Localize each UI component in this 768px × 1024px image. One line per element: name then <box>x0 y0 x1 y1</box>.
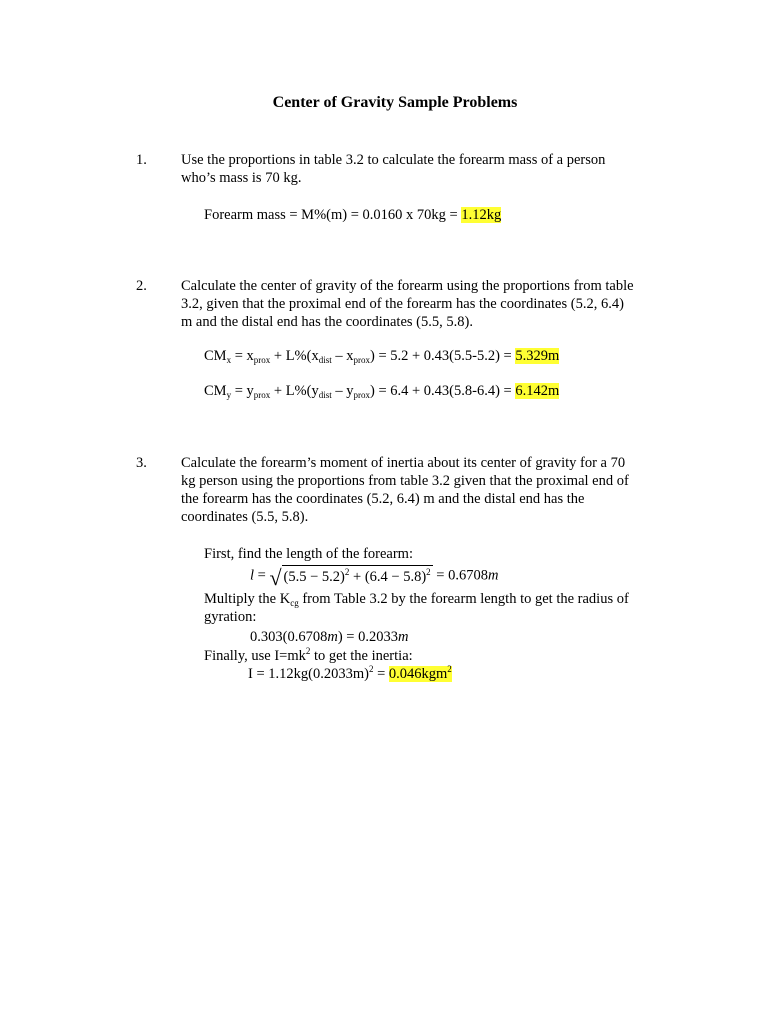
cmx-equation: $CM_x = x_{prox} + L\%(x_{dist} - x_{prox}) = 5.2 + 0.43(5.5-5.2) = 5.329m$ <box>204 348 560 365</box>
step-2-line-2: gyration: <box>204 609 257 625</box>
problem-3-line-1: Calculate the forearm’s moment of inertia about its center of gravity for a 70 <box>181 455 626 471</box>
problem-3-line-3: the forearm has the coordinates (5.2, 6.4) m and the distal end has the <box>181 491 585 507</box>
problem-1-line-1: Use the proportions in table 3.2 to calculate the forearm mass of a person <box>181 152 606 168</box>
problem-3-line-4: coordinates (5.5, 5.8). <box>181 509 309 525</box>
problem-1-text <box>181 151 661 187</box>
step-3-text: Finally, use $I=mk^2$ to get the inertia: <box>204 646 413 664</box>
step-2-text: Multiply the $K_{cg}$ from Table 3.2 by the forearm length to get the radius of <box>204 591 629 608</box>
problem-3-number: 3. <box>136 455 147 471</box>
problem-2-line-2: 3.2, given that the proximal end of the forearm has the coordinates (5.2, 6.4) <box>181 296 624 312</box>
cmy-equation: $CM_y = y_{prox} + L\%(y_{dist} - y_{prox}) = 6.4 + 0.43(5.8-6.4) = 6.142m$ <box>204 383 560 400</box>
square-root: √ $(5.5 - 5.2)^2 + (6.4 - 5.8)^2$ <box>269 565 431 590</box>
problem-3-line-2: kg person using the proportions from table 3.2 given that the proximal end of <box>181 473 629 489</box>
problem-2-line-3: m and the distal end has the coordinates (5.5, 5.8). <box>181 314 473 330</box>
length-equation: l = √ $(5.5 - 5.2)^2 + (6.4 - 5.8)^2 = 0.6708m$ <box>250 565 499 590</box>
radical-sign-icon: √ <box>269 565 282 590</box>
problem-2-text <box>181 277 661 331</box>
problem-2-line-1: Calculate the center of gravity of the forearm using the proportions from table <box>181 278 634 294</box>
inertia-equation: $I = 1.12kg(0.2033m)^2 = 0.046kgm^2$ <box>248 664 452 682</box>
inertia-answer: 0.046kgm$^2$ <box>388 664 452 682</box>
radius-equation: 0.303(0.6708m) = 0.2033m <box>250 629 409 645</box>
problem-1-answer: 1.12kg <box>461 207 502 223</box>
cmy-answer: 6.142m <box>515 383 560 399</box>
page-title: Center of Gravity Sample Problems <box>272 94 518 111</box>
problem-2-number: 2. <box>136 278 147 294</box>
problem-1-formula <box>204 206 501 224</box>
problem-3-text <box>181 454 661 526</box>
forearm-mass-formula: Forearm mass = M%(m) = 0.0160 x 70kg = <box>204 207 462 223</box>
problem-1-number: 1. <box>136 152 147 168</box>
problem-1-line-2: who’s mass is 70 kg. <box>181 170 302 186</box>
cmx-answer: 5.329m <box>515 348 560 364</box>
step-1-text: First, find the length of the forearm: <box>204 546 413 562</box>
